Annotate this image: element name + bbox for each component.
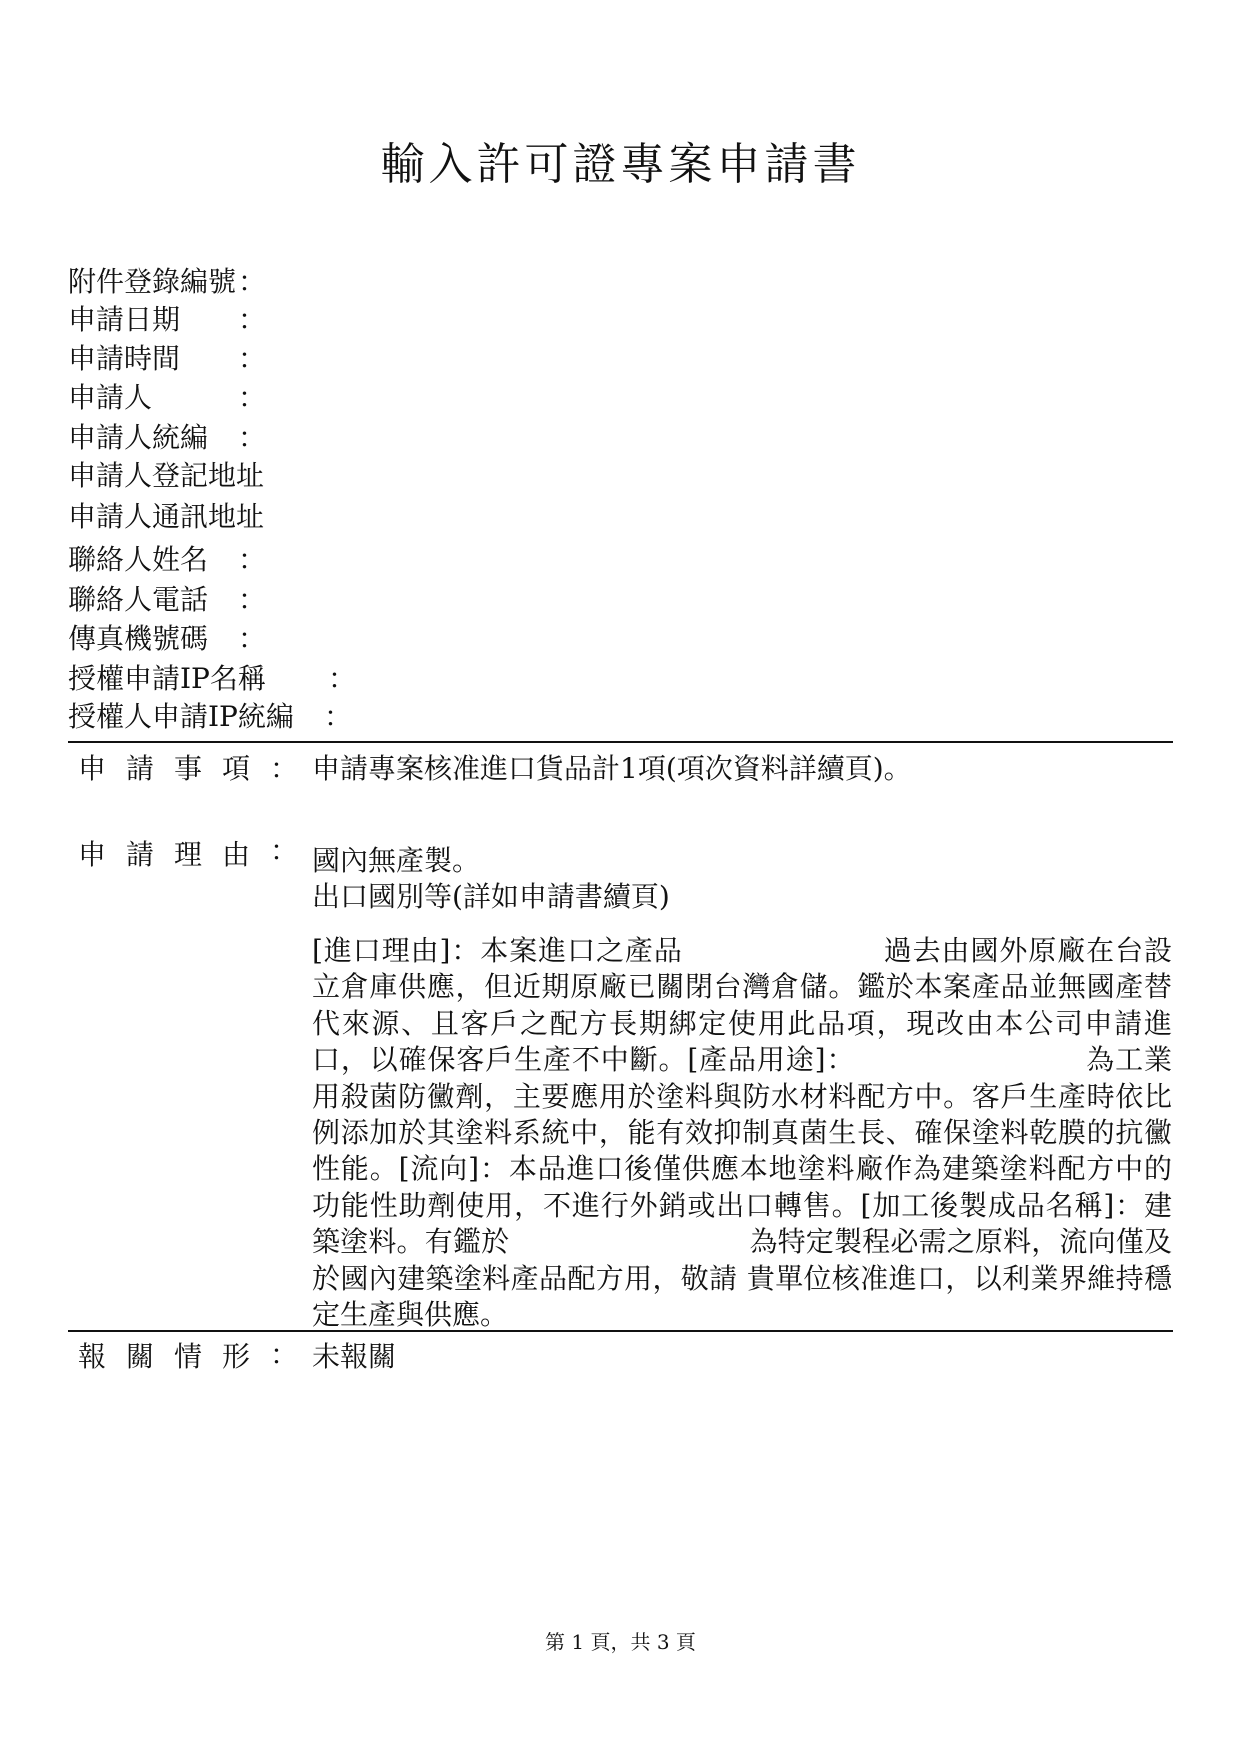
field-label: 申請人登記地址 (68, 459, 265, 492)
field-fax-number (68, 622, 267, 656)
field-colon: ： (238, 342, 267, 375)
redacted-product-name (855, 1068, 1085, 1069)
field-colon: ： (238, 265, 267, 298)
field-registered-address (68, 459, 264, 493)
field-label: 授權人申請IP統編 (68, 700, 294, 733)
document-title: 輸入許可證專案申請書 (380, 139, 861, 190)
reason-line-export-country: 出口國別等(詳如申請書續頁) (312, 880, 670, 913)
field-label: 申請日期 (68, 303, 181, 336)
redacted-product-name (683, 959, 883, 960)
application-reason-colon: ： (270, 834, 299, 867)
field-applicant-tax-id (68, 421, 267, 455)
field-label: 聯絡人電話 (68, 583, 209, 616)
field-label: 傳真機號碼 (68, 622, 209, 655)
customs-status-value: 未報關 (312, 1340, 397, 1373)
field-colon: ： (238, 303, 267, 336)
field-label: 聯絡人姓名 (68, 543, 209, 576)
field-colon: ： (328, 662, 357, 695)
page-number: 第 1 頁，共 3 頁 (545, 1630, 696, 1654)
field-authorized-ip-tax-id (68, 700, 353, 734)
reason-text-history: 過去由國外原廠在台設立倉庫供應，但近期原廠已關閉台灣倉儲。鑑於本案產品並無國產替代來源、且客戶之配方長期綁定使用此品項，現改由本公司申請進口，以確保客戶生產不中斷。[產品用途]： (312, 934, 1172, 1077)
reason-text-request: 為特定製程必需之原料，流向僅及於國內建築塗料產品配方用，敬請 貴單位核准進口，以利業界維持穩定生產與供應。 (312, 1225, 1172, 1332)
field-label: 申請人統編 (68, 421, 209, 454)
field-mailing-address (68, 500, 264, 534)
field-colon: ： (238, 622, 267, 655)
field-applicant (68, 381, 267, 415)
reason-text-import-reason: [進口理由]：本案進口之產品 (312, 934, 683, 967)
field-contact-name (68, 543, 267, 577)
field-label: 附件登錄編號 (68, 265, 237, 298)
customs-status-colon: ： (270, 1338, 299, 1371)
field-label: 申請人通訊地址 (68, 500, 265, 533)
reason-paragraph-text (312, 933, 1172, 1333)
customs-status-label: 報關情形 (78, 1340, 271, 1373)
field-colon: ： (238, 583, 267, 616)
divider-line (68, 1330, 1173, 1332)
field-authorized-ip-name (68, 662, 357, 696)
application-item-label: 申請事項 (78, 752, 271, 785)
reason-line-domestic: 國內無產製。 (312, 844, 481, 877)
redacted-product-name (509, 1250, 749, 1251)
field-colon: ： (238, 543, 267, 576)
field-application-date (68, 303, 267, 337)
field-colon: ： (238, 421, 267, 454)
application-item-value: 申請專案核准進口貨品計1項(項次資料詳續頁)。 (312, 752, 912, 785)
field-label: 授權申請IP名稱 (68, 662, 266, 695)
field-label: 申請人 (68, 381, 153, 414)
field-application-time (68, 342, 267, 376)
field-contact-phone (68, 583, 267, 617)
application-item-colon: ： (270, 752, 299, 785)
application-reason-label: 申請理由 (78, 838, 271, 871)
field-label: 申請時間 (68, 342, 181, 375)
reason-text-usage: 為工業用殺菌防黴劑，主要應用於塗料與防水材料配方中。客戶生產時依比例添加於其塗料系統中，能有效抑制真菌生長、確保塗料乾膜的抗黴性能。[流向]：本品進口後僅供應本地塗料廠作為建築塗料配方中的功能性助劑使用，不進行外銷或出口轉售。[加工後製成品名稱]：建築塗料。有鑑於 (312, 1043, 1172, 1259)
field-attachment-number (68, 265, 267, 299)
divider-line (68, 741, 1173, 743)
field-colon: ： (324, 700, 353, 733)
reason-paragraph (312, 933, 1172, 1333)
field-colon: ： (238, 381, 267, 414)
